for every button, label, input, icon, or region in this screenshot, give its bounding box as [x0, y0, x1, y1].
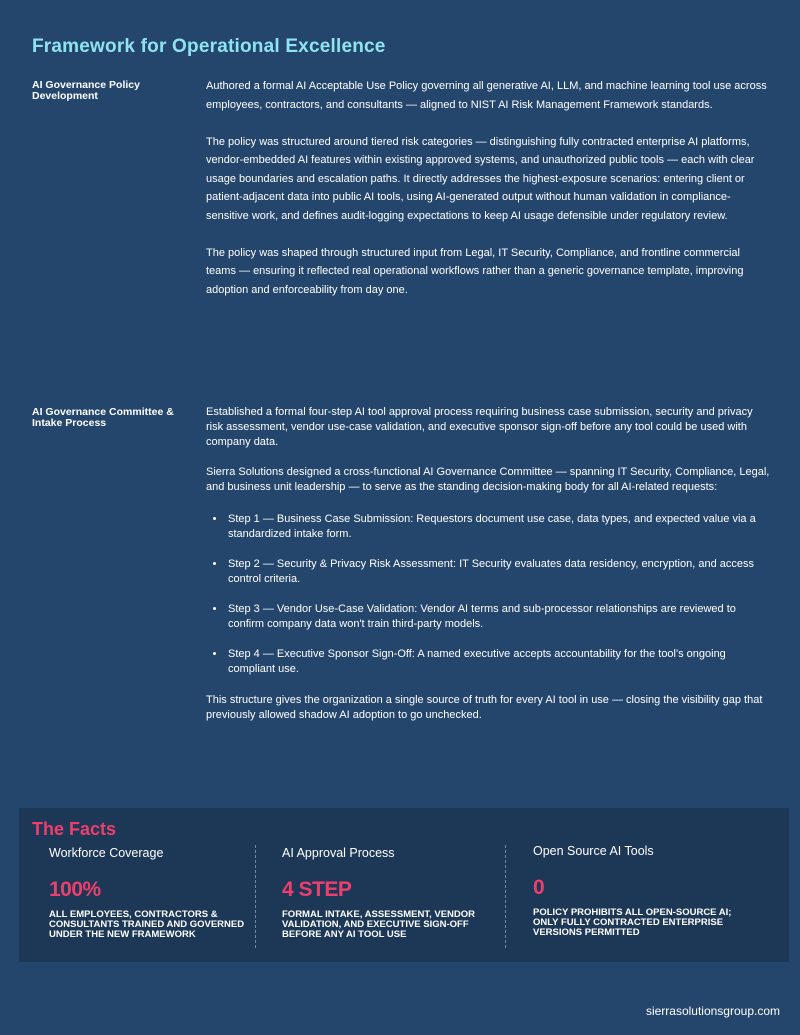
section-body-policy: [206, 77, 772, 299]
fact-value: 100%: [49, 878, 101, 901]
footer-website[interactable]: sierrasolutionsgroup.com: [645, 1004, 780, 1018]
fact-label: Open Source AI Tools: [533, 844, 654, 858]
list-item: • Step 3 — Vendor Use-Case Validation: Vendor AI terms and sub-processor relationships are reviewed to confirm company data won't train third-party models.: [226, 602, 772, 632]
list-item: • Step 4 — Executive Sponsor Sign-Off: A named executive accepts accountability for the tool's ongoing compliant use.: [226, 647, 772, 677]
fact-description: FORMAL INTAKE, ASSESSMENT, VENDOR VALIDATION, AND EXECUTIVE SIGN-OFF BEFORE ANY AI TOOL USE: [282, 909, 476, 940]
paragraph: Established a formal four-step AI tool approval process requiring business case submission, security and privacy risk assessment, vendor use-case validation, and executive sponsor sign-off before any tool could be used with company data.: [206, 406, 753, 448]
list-item: • Step 1 — Business Case Submission: Requestors document use case, data types, and expected value via a standardized intake form.: [226, 512, 772, 542]
section-label-committee: AI Governance Committee & Intake Process: [32, 406, 174, 429]
page-title: Framework for Operational Excellence: [32, 36, 386, 57]
fact-ai-approval-process: [282, 844, 482, 940]
fact-value: 0: [533, 876, 545, 899]
fact-open-source-ai-tools: [533, 842, 733, 938]
facts-title: The Facts: [32, 819, 117, 839]
paragraph: Authored a formal AI Acceptable Use Policy governing all generative AI, LLM, and machine learning tool use across employees, contractors, and consultants — aligned to NIST AI Risk Management Framework standards.: [206, 80, 767, 111]
section-body-committee: [206, 405, 772, 723]
divider: [255, 845, 256, 948]
fact-label: Workforce Coverage: [49, 846, 164, 860]
section-label-policy: AI Governance Policy Development: [32, 79, 140, 102]
fact-workforce-coverage: [49, 844, 249, 940]
paragraph: This structure gives the organization a single source of truth for every AI tool in use — closing the visibility gap that previously allowed shadow AI adoption to go unchecked.: [206, 694, 763, 721]
divider: [505, 845, 506, 948]
paragraph: The policy was structured around tiered risk categories — distinguishing fully contracted enterprise AI platforms, vendor-embedded AI features within existing approved systems, and unauthorized public tools — each with clear usage boundaries and escalation paths. It directly addresses the highest-exposure scenarios: entering client or patient-adjacent data into public AI tools, using AI-generated output without human validation in compliance-sensitive work, and defines audit-logging expectations to keep AI usage defensible under regulatory review.: [206, 135, 755, 222]
fact-description: ALL EMPLOYEES, CONTRACTORS & CONSULTANTS TRAINED AND GOVERNED UNDER THE NEW FRAMEWORK: [49, 909, 245, 940]
paragraph: Sierra Solutions designed a cross-functional AI Governance Committee — spanning IT Security, Compliance, Legal, and business unit leadership — to serve as the standing decision-making body for all AI-related requests:: [206, 466, 770, 493]
fact-label: AI Approval Process: [282, 846, 395, 860]
fact-description: POLICY PROHIBITS ALL OPEN-SOURCE AI; ONLY FULLY CONTRACTED ENTERPRISE VERSIONS PERMITTED: [533, 907, 732, 938]
steps-list: [206, 512, 772, 677]
facts-panel: [19, 808, 789, 962]
paragraph: The policy was shaped through structured input from Legal, IT Security, Compliance, and frontline commercial teams — ensuring it reflected real operational workflows rather than a generic governance template, improving adoption and enforceability from day one.: [206, 246, 744, 296]
list-item: • Step 2 — Security & Privacy Risk Assessment: IT Security evaluates data residency, encryption, and access control criteria.: [226, 557, 772, 587]
fact-value: 4 STEP: [282, 878, 352, 901]
